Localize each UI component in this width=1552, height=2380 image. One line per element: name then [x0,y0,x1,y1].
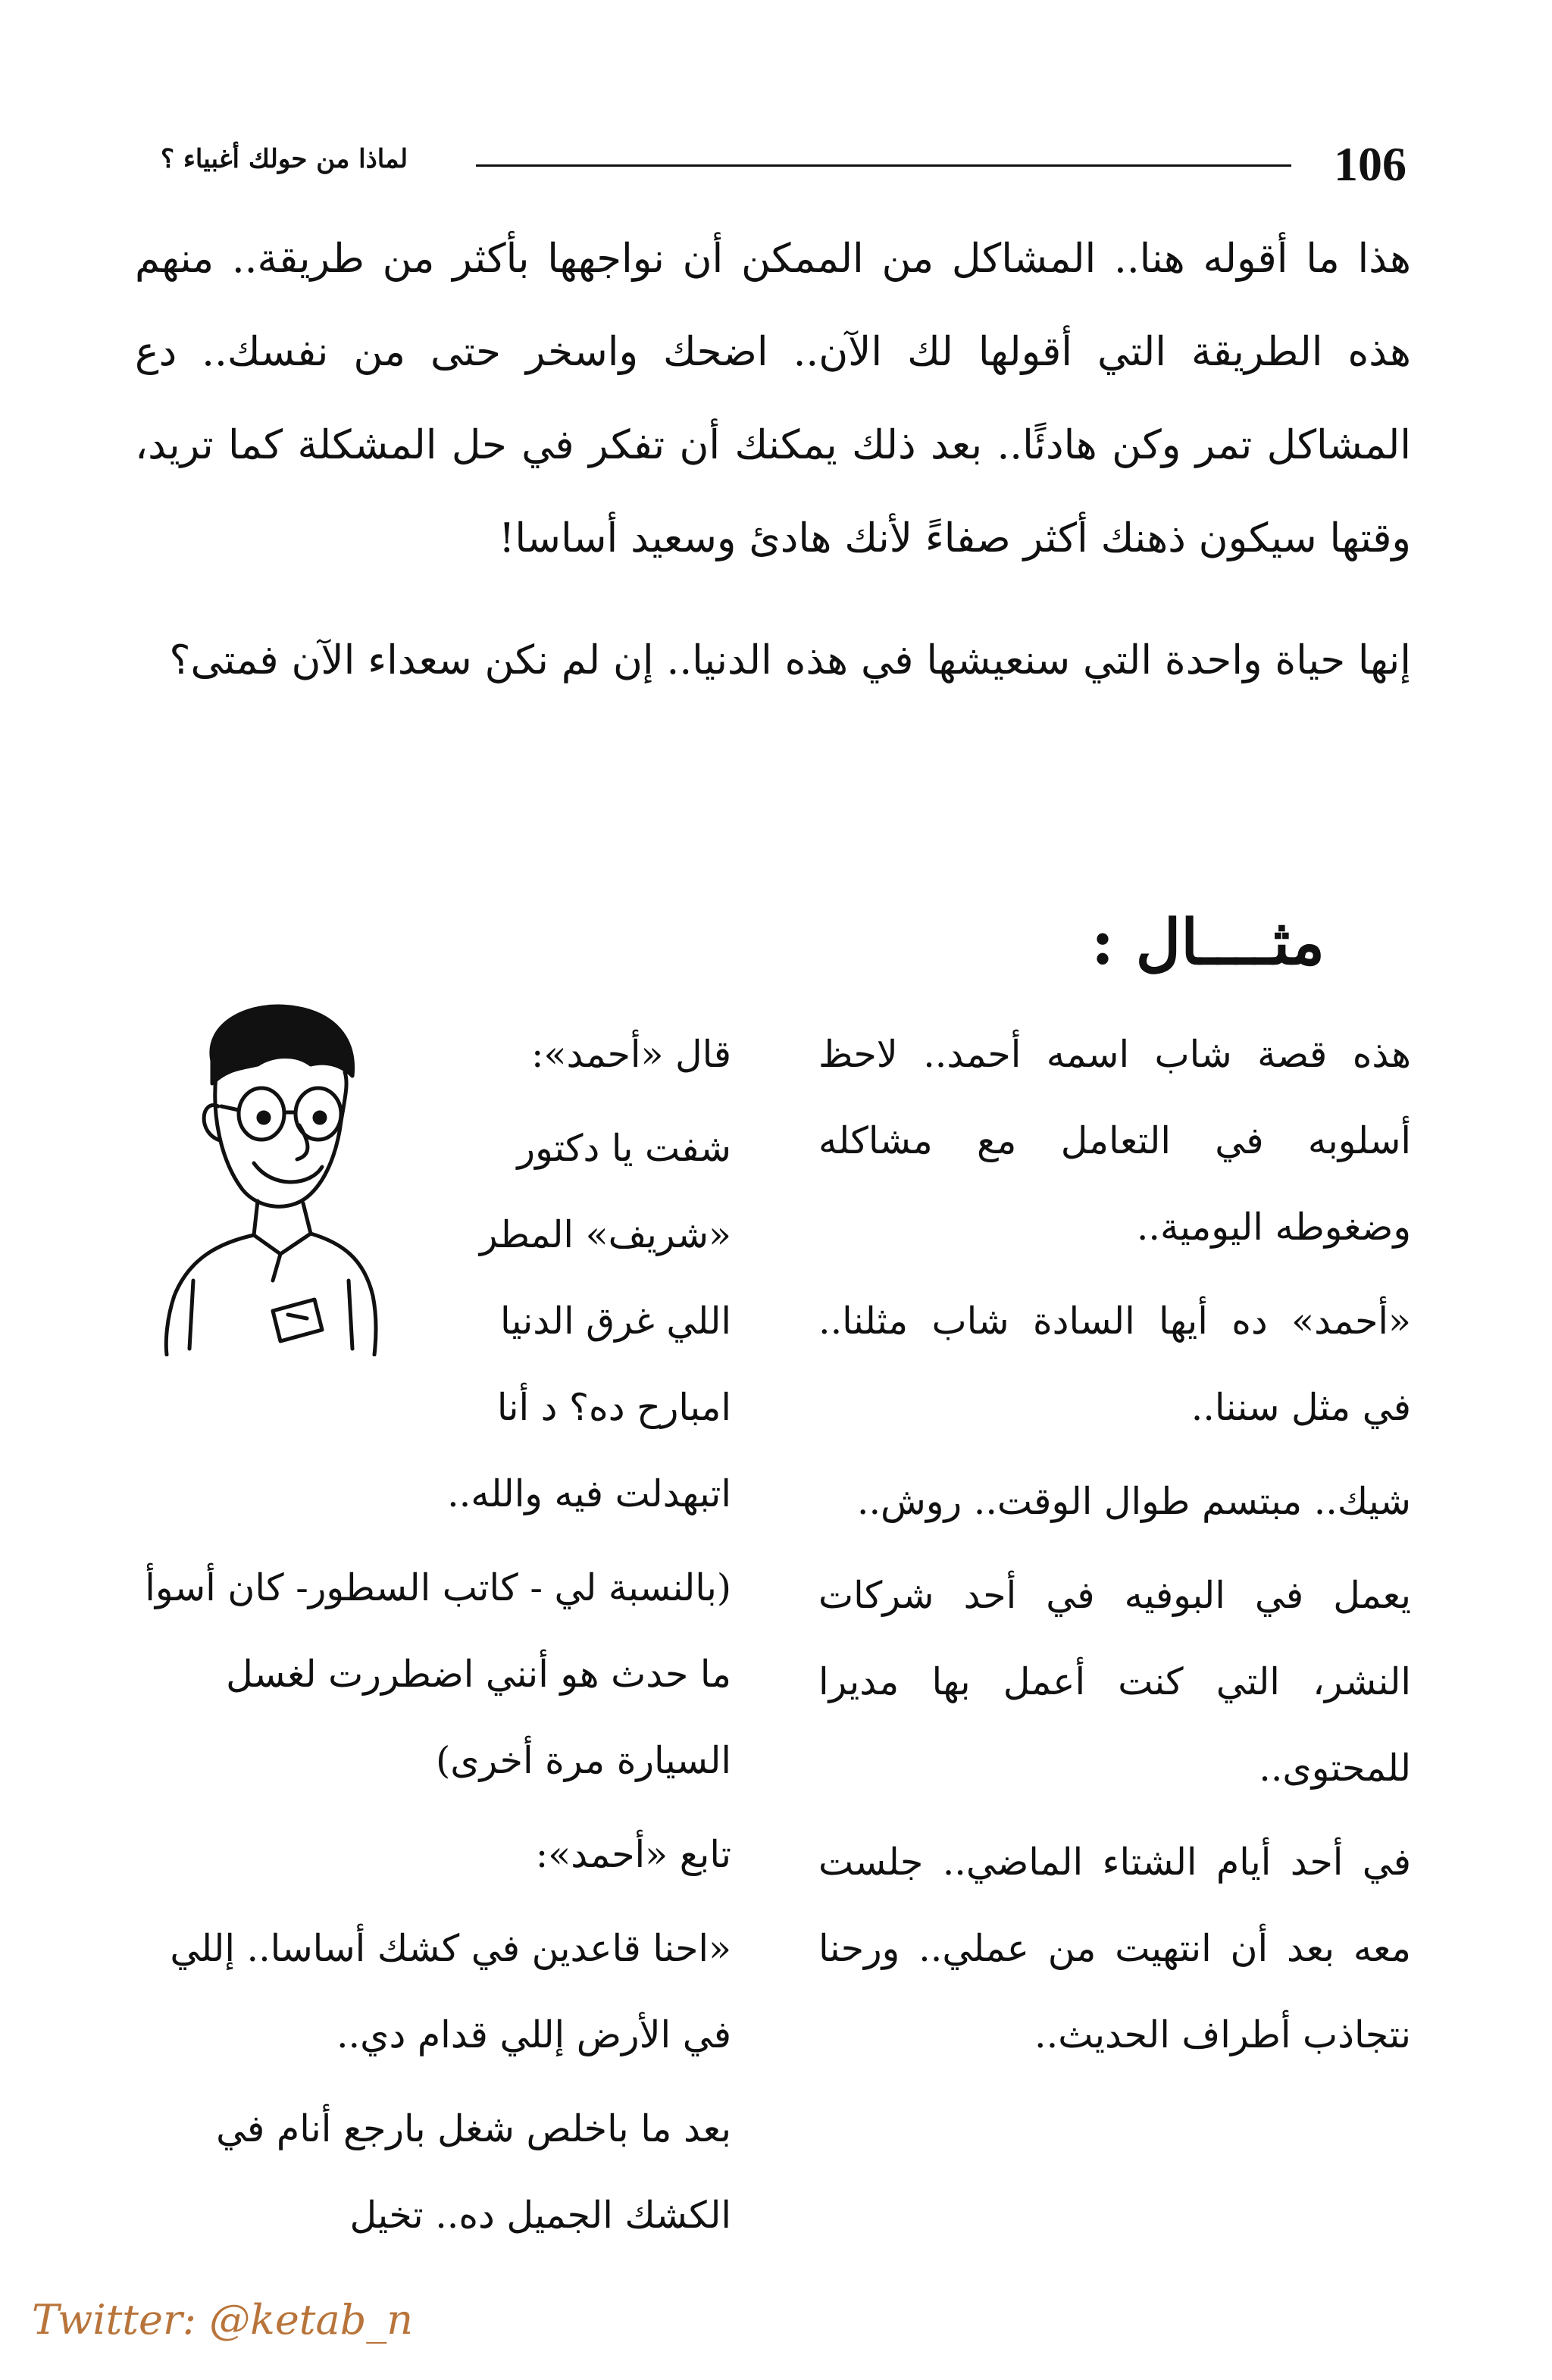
story-paragraph: هذه قصة شاب اسمه أحمد.. لاحظ أسلوبه في التعامل مع مشاكله وضغوطه اليومية.. [818,1033,1411,1249]
said-label: قال «أحمد»: [531,1033,731,1076]
page-number: 106 [1334,137,1406,191]
dialogue-quote: شفت يا دكتور «شريف» المطر اللي غرق الدنيا امبارح ده؟ د أنا اتبهدلت فيه والله.. [447,1127,731,1515]
author-aside: (بالنسبة لي - كاتب السطور- كان أسوأ ما حدث هو أنني اضطررت لغسل السيارة مرة أخرى) [145,1566,731,1782]
running-title: لماذا من حولك أغبياء ؟ [161,144,408,174]
header-rule [476,164,1291,167]
intro-text [135,212,1411,707]
cartoon-man-illustration [159,993,379,1356]
intro-paragraph: هذا ما أقوله هنا.. المشاكل من الممكن أن نواجهها بأكثر من طريقة.. منهم هذه الطريقة التي أقولها لك الآن.. اضحك واسخر حتى من نفسك.. دع المشاكل تمر وكن هادئًا.. بعد ذلك يمكنك أن تفكر في حل المشكلة كما تريد، وقتها سيكون ذهنك أكثر صفاءً لأنك هادئ وسعيد أساسا! [135,236,1411,561]
intro-paragraph: إنها حياة واحدة التي سنعيشها في هذه الدنيا.. إن لم نكن سعداء الآن فمتى؟ [169,637,1411,683]
dialogue-quote: «احنا قاعدين في كشك أساسا.. إللي في الأرض إللي قدام دي.. [170,1927,731,2056]
continued-label: تابع «أحمد»: [535,1833,731,1876]
dialogue-quote: بعد ما باخلص شغل بارجع أنام في الكشك الجميل ده.. تخيل [216,2107,731,2237]
section-heading [1091,906,1325,979]
story-paragraph: «أحمد» ده أيها السادة شاب مثلنا.. في مثل سننا.. [818,1299,1411,1429]
heading-part: مثـ [1254,906,1325,979]
story-paragraph: في أحد أيام الشتاء الماضي.. جلست معه بعد أن انتهيت من عملي.. ورحنا نتجاذب أطراف الحديث.. [818,1841,1411,2056]
right-column [818,1012,1411,2086]
story-paragraph: شيك.. مبتسم طوال الوقت.. روش.. [856,1480,1411,1523]
heading-part: ـــال : [1090,906,1255,979]
story-paragraph: يعمل في البوفيه في أحد شركات النشر، التي كنت أعمل بها مديرا للمحتوى.. [818,1574,1411,1790]
watermark: Twitter: @ketab_n [32,2296,414,2344]
